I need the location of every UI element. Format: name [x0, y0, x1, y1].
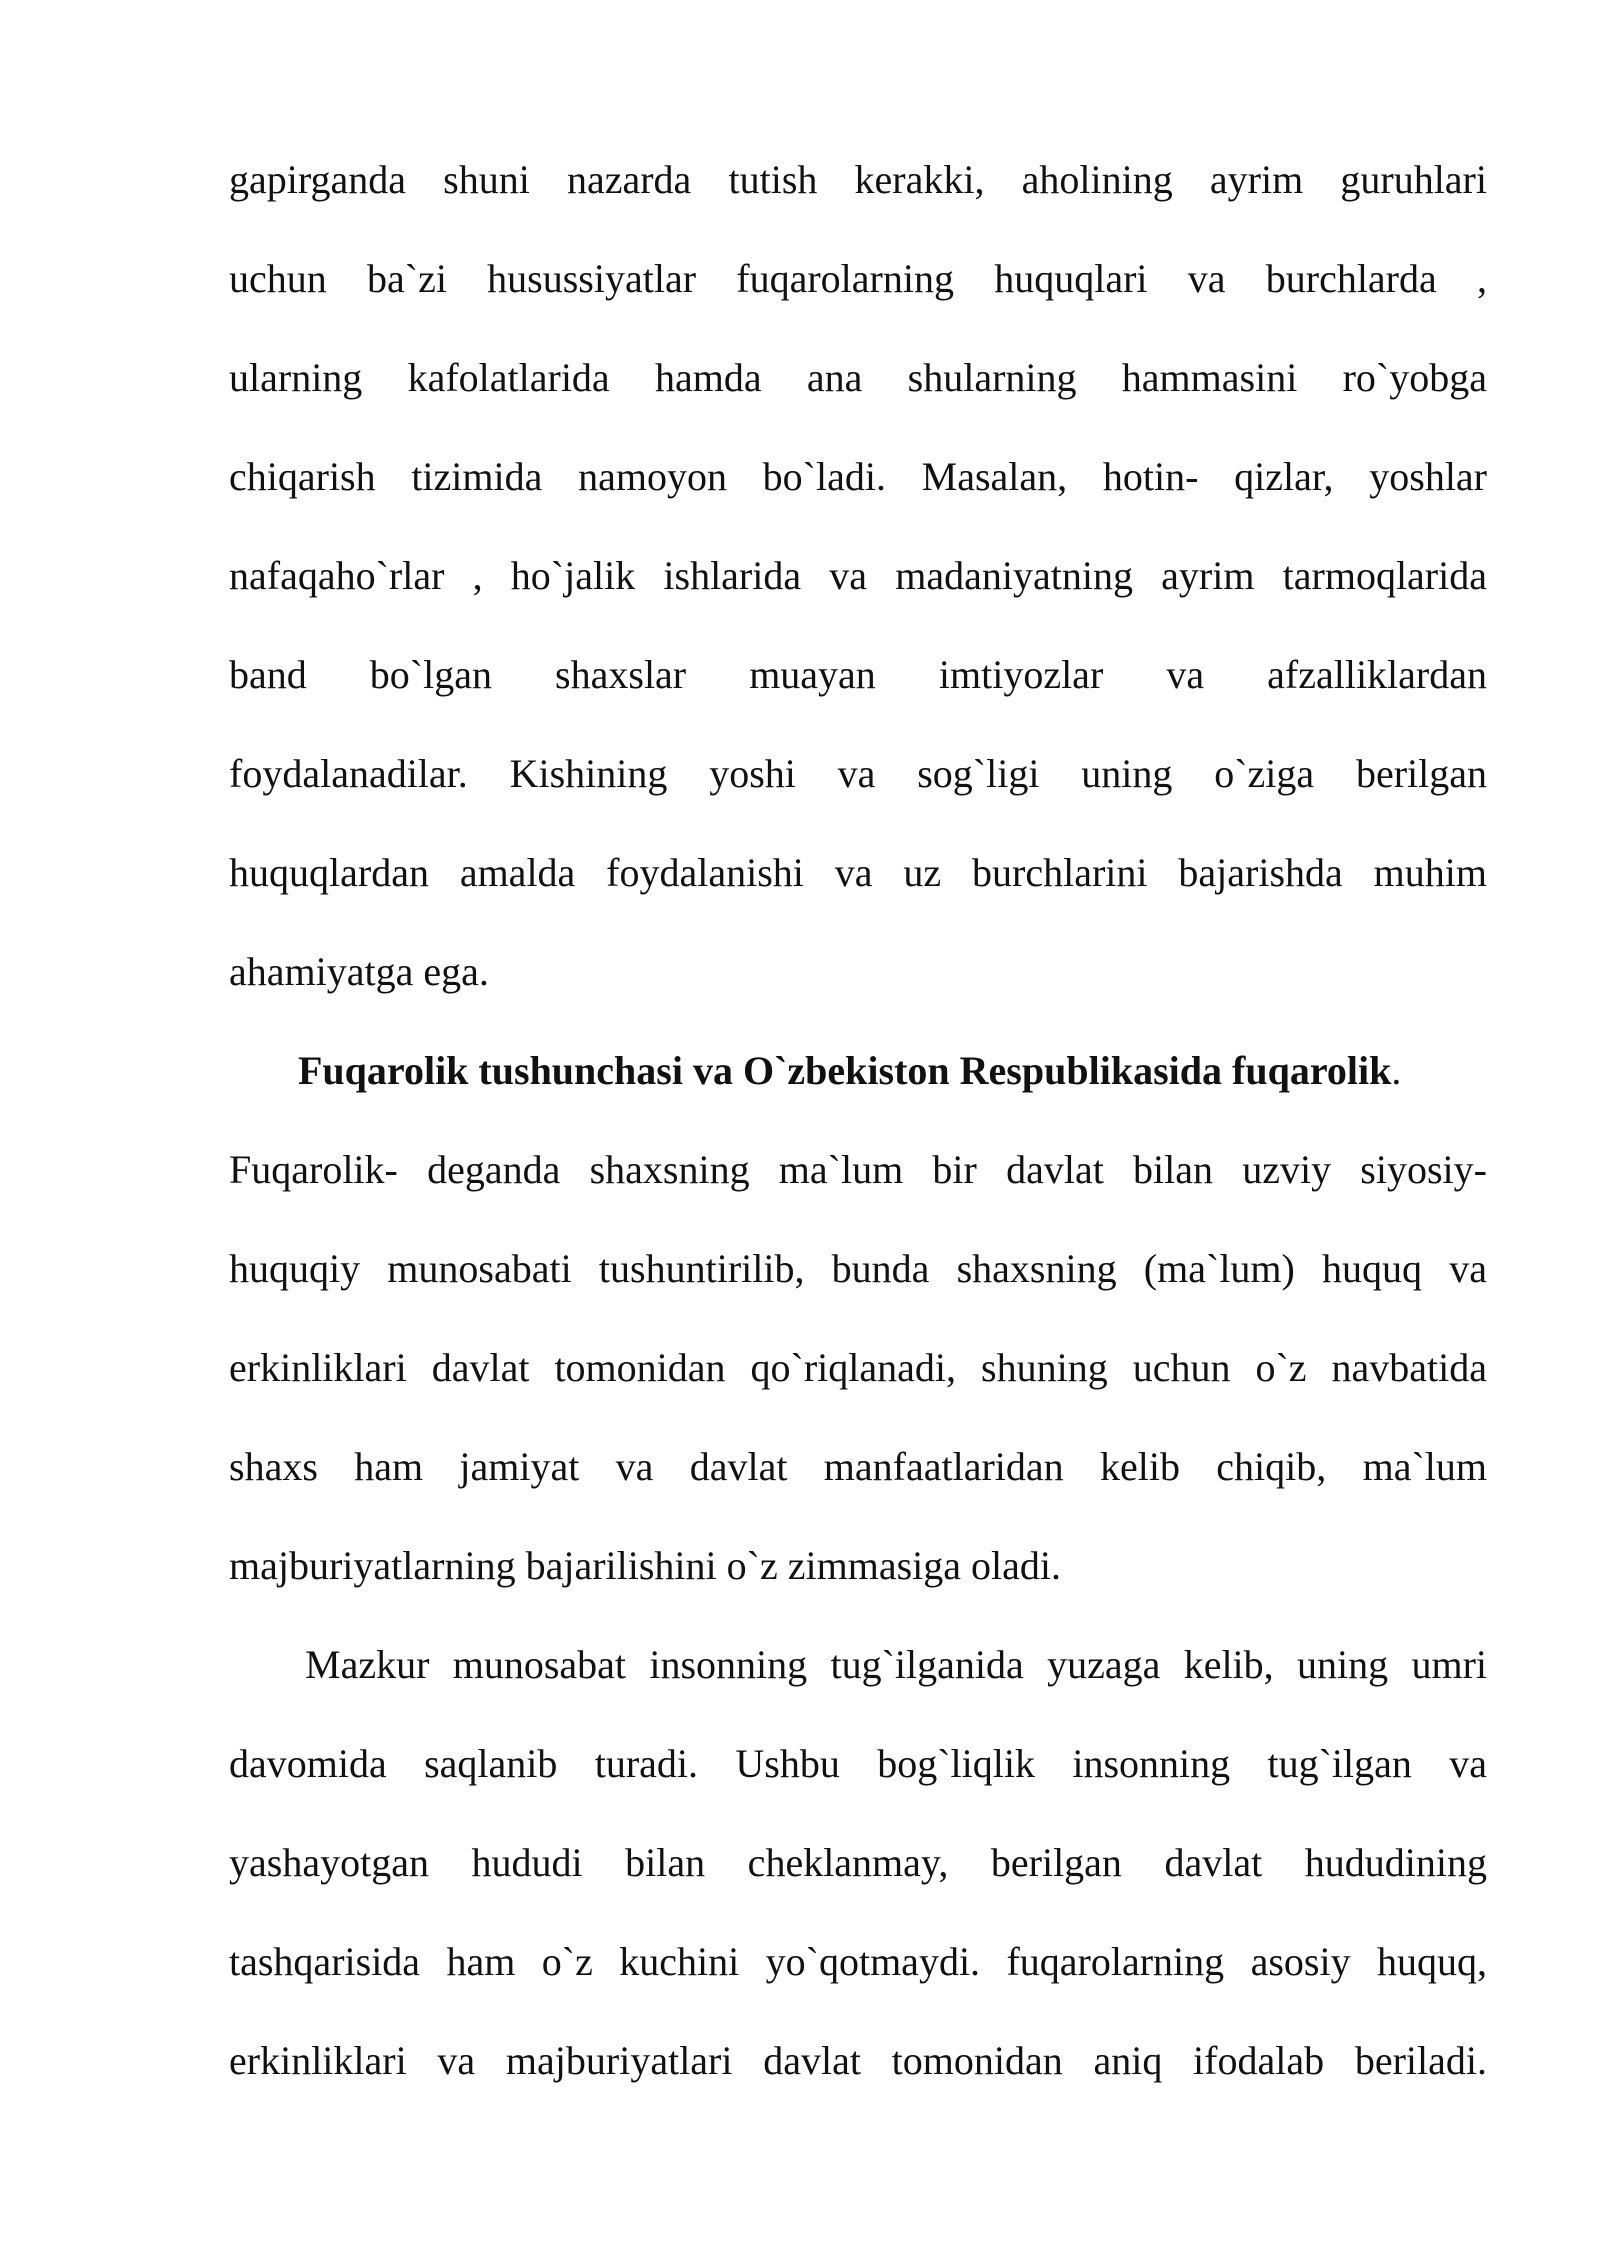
paragraph-1	[229, 130, 1487, 1021]
paragraph-line: majburiyatlarning bajarilishini o`z zimmasiga oladi.	[229, 1543, 1061, 1588]
paragraph-line: gapirganda shuni nazarda tutish kerakki, aholining ayrim guruhlari	[229, 157, 1487, 202]
section-heading	[229, 1021, 1487, 1120]
paragraph-line: huquqlardan amalda foydalanishi va uz burchlarini bajarishda muhim	[229, 850, 1487, 895]
paragraph-line: Mazkur munosabat insonning tug`ilganida yuzaga kelib, uning umri	[305, 1642, 1487, 1687]
paragraph-line: ularning kafolatlarida hamda ana shularning hammasini ro`yobga	[229, 355, 1487, 400]
section-heading-period: .	[1391, 1048, 1402, 1093]
paragraph-line: band bo`lgan shaxslar muayan imtiyozlar va afzalliklardan	[229, 652, 1487, 697]
paragraph-line: yashayotgan hududi bilan cheklanmay, berilgan davlat hududining	[229, 1840, 1487, 1885]
document-body	[229, 130, 1487, 2110]
paragraph-line: erkinliklari va majburiyatlari davlat tomonidan aniq ifodalab beriladi.	[229, 2038, 1487, 2083]
paragraph-line: davomida saqlanib turadi. Ushbu bog`liqlik insonning tug`ilgan va	[229, 1741, 1487, 1786]
paragraph-line: shaxs ham jamiyat va davlat manfaatlaridan kelib chiqib, ma`lum	[229, 1444, 1487, 1489]
paragraph-line: huquqiy munosabati tushuntirilib, bunda shaxsning (ma`lum) huquq va	[229, 1246, 1487, 1291]
paragraph-line: erkinliklari davlat tomonidan qo`riqlanadi, shuning uchun o`z navbatida	[229, 1345, 1487, 1390]
section-heading-bold: Fuqarolik tushunchasi va O`zbekiston Respublikasida fuqarolik	[298, 1048, 1392, 1093]
paragraph-line: nafaqaho`rlar , ho`jalik ishlarida va madaniyatning ayrim tarmoqlarida	[229, 553, 1487, 598]
paragraph-line: chiqarish tizimida namoyon bo`ladi. Masalan, hotin- qizlar, yoshlar	[229, 454, 1487, 499]
paragraph-2	[229, 1120, 1487, 1615]
paragraph-line: tashqarisida ham o`z kuchini yo`qotmaydi. fuqarolarning asosiy huquq,	[229, 1939, 1487, 1984]
paragraph-line: uchun ba`zi husussiyatlar fuqarolarning huquqlari va burchlarda ,	[229, 256, 1487, 301]
paragraph-line: foydalanadilar. Kishining yoshi va sog`ligi uning o`ziga berilgan	[229, 751, 1487, 796]
paragraph-line: Fuqarolik- deganda shaxsning ma`lum bir davlat bilan uzviy siyosiy-	[229, 1147, 1487, 1192]
paragraph-3	[229, 1615, 1487, 2110]
paragraph-line: ahamiyatga ega.	[229, 949, 489, 994]
